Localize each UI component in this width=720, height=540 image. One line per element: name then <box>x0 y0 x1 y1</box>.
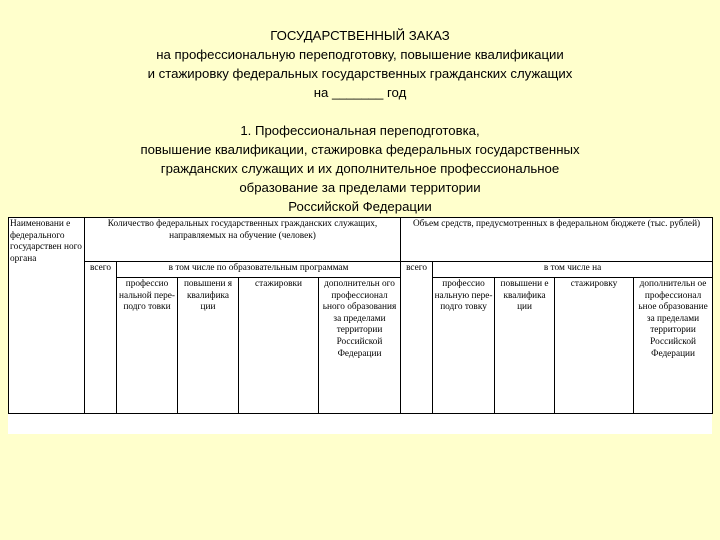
funds-col-qualification: повышени е квалифика ции <box>495 278 555 414</box>
funds-col-additional-education: дополнительн ое профессионал ьное образование за пределами территории Российской Федерации <box>634 278 713 414</box>
section-title-line: повышение квалификации, стажировка федеральных государственных <box>140 142 580 157</box>
funds-total-header: всего <box>401 262 433 414</box>
section-title-line: гражданских служащих и их дополнительное профессиональное <box>160 161 560 176</box>
agency-name-header: Наименовани е федерального государствен ного органа <box>9 218 85 414</box>
heading-spacer <box>0 102 720 121</box>
heading-year-line: на _______ год <box>313 85 407 100</box>
heading-line: и стажировку федеральных государственных гражданских служащих <box>147 66 573 81</box>
section-title-line: образование за пределами территории <box>239 180 481 195</box>
heading-line: на профессиональную переподготовку, повышение квалификации <box>156 47 564 62</box>
funds-col-retraining: профессио нальную пере-подго товку <box>433 278 495 414</box>
document-heading <box>0 26 720 216</box>
count-programs-header: в том числе по образовательным программам <box>117 262 401 278</box>
table-sheet <box>8 217 712 434</box>
count-col-qualification: повышени я квалифика ции <box>178 278 239 414</box>
funds-including-header: в том числе на <box>433 262 713 278</box>
count-col-internship: стажировки <box>239 278 319 414</box>
count-group-header-text: Количество федеральных государственных гражданских служащих, направляемых на обучение (человек) <box>107 219 378 241</box>
count-col-additional-education: дополнительн ого профессионал ьного образования за пределами территории Российской Федерации <box>319 278 401 414</box>
table-header-row <box>9 218 713 262</box>
count-total-header: всего <box>85 262 117 414</box>
table-subheader-row <box>9 262 713 278</box>
count-col-retraining: профессио нальной пере-подго товки <box>117 278 178 414</box>
section-title-line: Российской Федерации <box>288 199 432 214</box>
funds-group-header: Объем средств, предусмотренных в федеральном бюджете (тыс. рублей) <box>401 218 713 262</box>
order-table <box>8 217 713 414</box>
section-title-line: 1. Профессиональная переподготовка, <box>240 123 480 138</box>
funds-col-internship: стажировку <box>555 278 634 414</box>
heading-title: ГОСУДАРСТВЕННЫЙ ЗАКАЗ <box>270 28 450 43</box>
count-group-header <box>85 218 401 262</box>
